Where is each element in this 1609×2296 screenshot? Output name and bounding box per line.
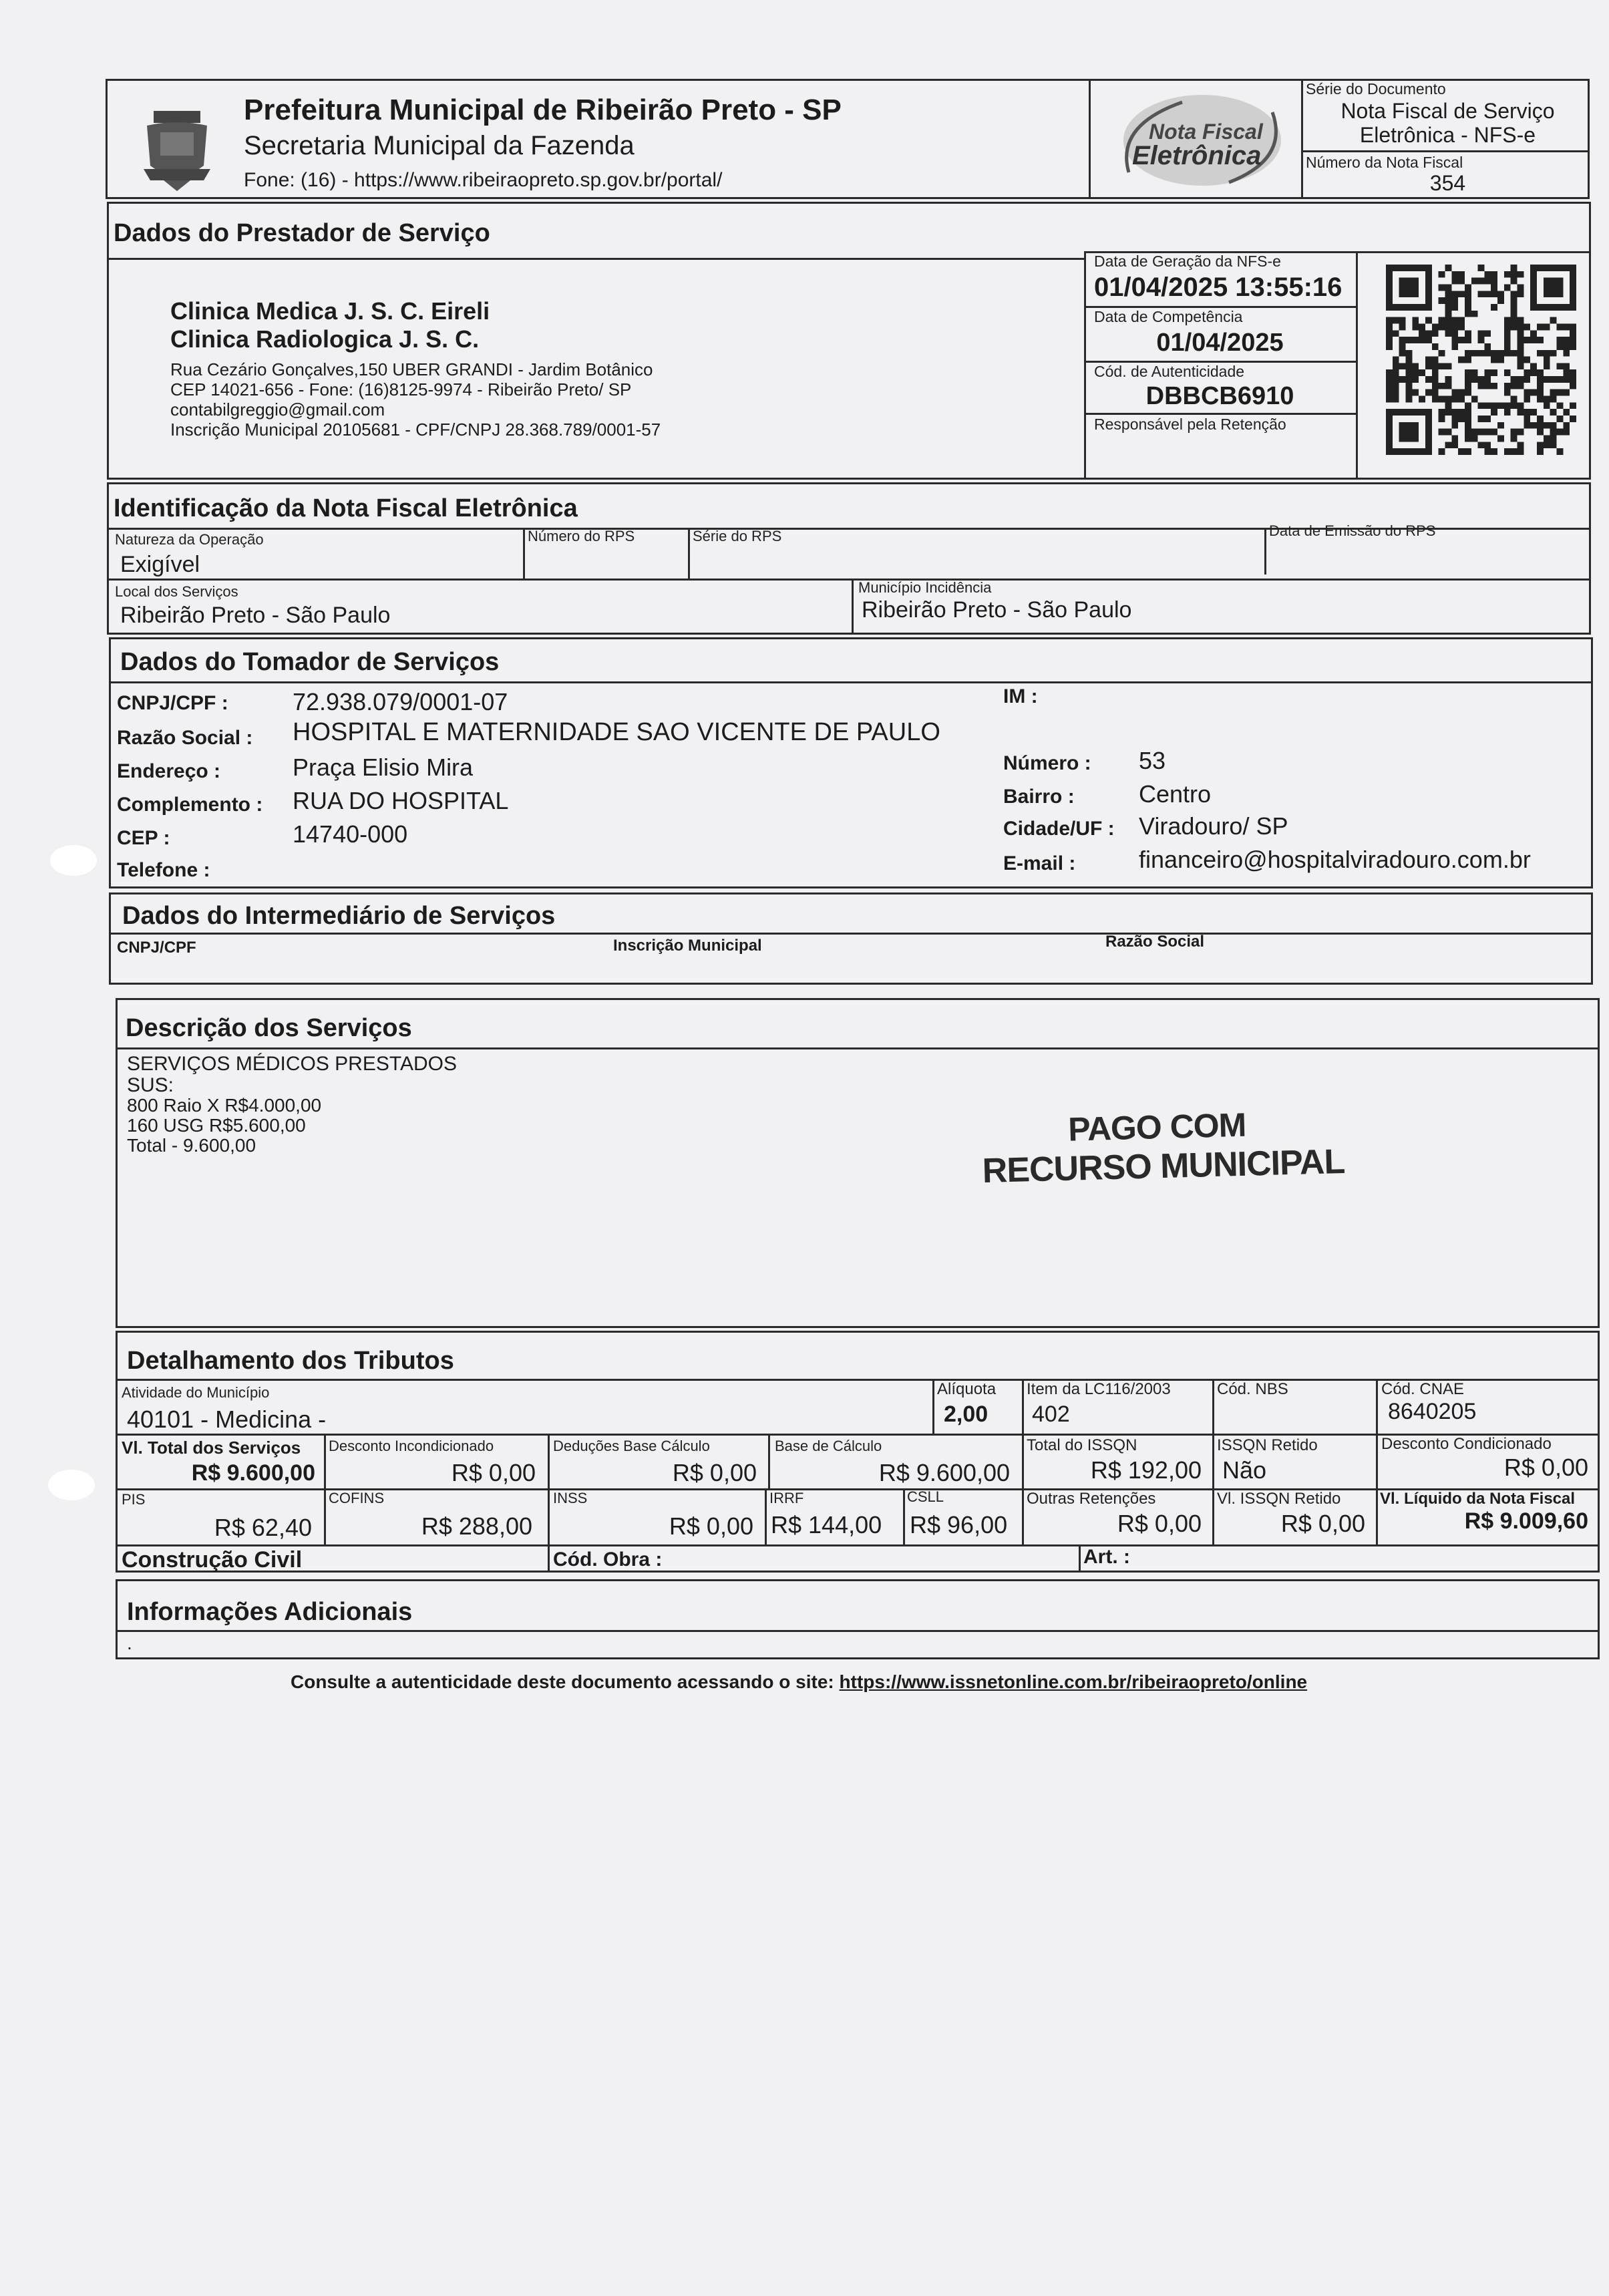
tributos-title: Detalhamento dos Tributos	[127, 1347, 454, 1375]
tomador-complemento-label: Complemento :	[117, 794, 263, 816]
descricao-lines	[127, 1053, 457, 1156]
total-servicos-value: R$ 9.600,00	[191, 1460, 315, 1486]
tomador-endereco-label: Endereço :	[117, 760, 221, 782]
svg-text:Eletrônica: Eletrônica	[1132, 141, 1262, 170]
vl-issqn-retido-label: Vl. ISSQN Retido	[1217, 1490, 1341, 1508]
tomador-numero-label: Número :	[1003, 752, 1091, 774]
descricao-line: SERVIÇOS MÉDICOS PRESTADOS	[127, 1053, 457, 1075]
descricao-title: Descrição dos Serviços	[126, 1014, 412, 1042]
desconto-condicionado-value: R$ 0,00	[1503, 1454, 1588, 1481]
natureza-value: Exigível	[120, 552, 200, 577]
cofins-value: R$ 288,00	[421, 1512, 532, 1540]
intermediario-razao-label: Razão Social	[1105, 933, 1205, 951]
tomador-razao-value: HOSPITAL E MATERNIDADE SAO VICENTE DE PAULO	[293, 718, 940, 746]
serie-label: Série do Documento	[1306, 80, 1446, 98]
intermediario-cnpj-label: CNPJ/CPF	[117, 939, 196, 957]
liquido-value: R$ 9.009,60	[1464, 1508, 1588, 1534]
descricao-line: SUS:	[127, 1074, 174, 1096]
item-lc-value: 402	[1032, 1402, 1070, 1427]
prestador-inscricao: Inscrição Municipal 20105681 - CPF/CNPJ 28.368.789/0001-57	[170, 420, 661, 440]
outras-retencoes-label: Outras Retenções	[1027, 1490, 1156, 1508]
irrf-label: IRRF	[769, 1490, 804, 1506]
serie-value-line-1: Nota Fiscal de Serviço	[1340, 99, 1555, 123]
numero-nota-value: 354	[1429, 171, 1466, 195]
descricao-line: 800 Raio X R$4.000,00	[127, 1095, 322, 1116]
tomador-cnpj-value: 72.938.079/0001-07	[293, 688, 508, 715]
tomador-numero-value: 53	[1139, 747, 1166, 774]
competencia-value: 01/04/2025	[1156, 329, 1284, 357]
descricao-line: 160 USG R$5.600,00	[127, 1115, 306, 1136]
intermediario-inscricao-label: Inscrição Municipal	[613, 937, 762, 955]
geracao-value: 01/04/2025 13:55:16	[1094, 273, 1343, 302]
stamp-line-2: RECURSO MUNICIPAL	[982, 1142, 1345, 1191]
issqn-retido-label: ISSQN Retido	[1217, 1436, 1318, 1454]
footer-text: Consulte a autenticidade deste documento acessando o site:	[291, 1671, 834, 1692]
autenticidade-value: DBBCB6910	[1145, 382, 1294, 410]
tomador-cnpj-label: CNPJ/CPF :	[117, 692, 228, 714]
inss-value: R$ 0,00	[669, 1512, 753, 1540]
descricao-line: Total - 9.600,00	[127, 1135, 256, 1156]
footer	[291, 1671, 1307, 1693]
prestador-title: Dados do Prestador de Serviço	[114, 219, 490, 247]
coat-of-arms-icon	[137, 106, 217, 192]
base-calculo-value: R$ 9.600,00	[878, 1459, 1010, 1486]
issqn-retido-value: Não	[1222, 1456, 1267, 1484]
total-servicos-label: Vl. Total dos Serviços	[122, 1438, 301, 1458]
local-servicos-label: Local dos Serviços	[115, 583, 238, 600]
numero-nota-label: Número da Nota Fiscal	[1306, 154, 1463, 171]
tomador-telefone-label: Telefone :	[117, 859, 210, 881]
punch-hole	[48, 1470, 95, 1500]
tomador-razao-label: Razão Social :	[117, 727, 253, 749]
prestador-cep-phone: CEP 14021-656 - Fone: (16)8125-9974 - Ribeirão Preto/ SP	[170, 379, 632, 399]
pago-stamp	[981, 1103, 1345, 1191]
total-issqn-value: R$ 192,00	[1090, 1456, 1202, 1484]
base-calculo-label: Base de Cálculo	[775, 1438, 882, 1454]
cnae-label: Cód. CNAE	[1381, 1380, 1465, 1398]
nota-fiscal-eletronica-logo	[1102, 86, 1292, 192]
intermediario-title: Dados do Intermediário de Serviços	[122, 902, 556, 930]
tomador-cidade-label: Cidade/UF :	[1003, 818, 1115, 840]
tomador-title: Dados do Tomador de Serviços	[120, 648, 500, 676]
pis-value: R$ 62,40	[214, 1514, 312, 1541]
stamp-line-1: PAGO COM	[1067, 1106, 1246, 1148]
autenticidade-label: Cód. de Autenticidade	[1094, 363, 1245, 380]
tomador-email-value: financeiro@hospitalviradouro.com.br	[1139, 846, 1531, 873]
svg-text:Nota Fiscal: Nota Fiscal	[1149, 120, 1263, 144]
tomador-bairro-value: Centro	[1139, 780, 1212, 808]
data-rps-label: Data de Emissão do RPS	[1269, 522, 1436, 539]
csll-label: CSLL	[907, 1488, 944, 1505]
total-issqn-label: Total do ISSQN	[1027, 1436, 1137, 1454]
authenticity-link[interactable]: https://www.issnetonline.com.br/ribeiraopreto/online	[839, 1671, 1308, 1692]
vl-issqn-retido-value: R$ 0,00	[1280, 1510, 1365, 1537]
inss-label: INSS	[553, 1490, 588, 1506]
identificacao-title: Identificação da Nota Fiscal Eletrônica	[114, 494, 578, 522]
construcao-civil-label: Construção Civil	[122, 1547, 303, 1573]
desconto-incondicionado-value: R$ 0,00	[451, 1459, 536, 1486]
tomador-complemento-value: RUA DO HOSPITAL	[293, 787, 509, 814]
municipio-value: Ribeirão Preto - São Paulo	[862, 597, 1132, 623]
local-servicos-value: Ribeirão Preto - São Paulo	[120, 603, 391, 628]
punch-hole	[50, 845, 97, 876]
liquido-label: Vl. Líquido da Nota Fiscal	[1380, 1490, 1576, 1508]
cod-obra-label: Cód. Obra :	[553, 1548, 663, 1571]
aliquota-label: Alíquota	[937, 1380, 997, 1398]
tomador-endereco-value: Praça Elisio Mira	[293, 754, 474, 781]
retencao-label: Responsável pela Retenção	[1094, 416, 1286, 433]
deducoes-label: Deduções Base Cálculo	[553, 1438, 710, 1454]
tomador-cidade-value: Viradouro/ SP	[1139, 812, 1288, 840]
serie-rps-label: Série do RPS	[693, 528, 782, 544]
prestador-name-1: Clinica Medica J. S. C. Eireli	[170, 297, 490, 325]
tomador-email-label: E-mail :	[1003, 852, 1076, 874]
outras-retencoes-value: R$ 0,00	[1117, 1510, 1202, 1537]
serie-value-line-2: Eletrônica - NFS-e	[1359, 123, 1536, 147]
municipio-label: Município Incidência	[858, 579, 992, 596]
qr-code	[1386, 265, 1576, 455]
competencia-label: Data de Competência	[1094, 308, 1243, 325]
adicionais-title: Informações Adicionais	[127, 1598, 413, 1626]
secretaria-subtitle: Secretaria Municipal da Fazenda	[244, 131, 635, 160]
art-label: Art. :	[1083, 1546, 1130, 1568]
atividade-value: 40101 - Medicina -	[127, 1406, 327, 1433]
cnae-value: 8640205	[1388, 1399, 1477, 1424]
tomador-im-label: IM :	[1003, 685, 1038, 707]
desconto-condicionado-label: Desconto Condicionado	[1381, 1435, 1552, 1453]
prefeitura-title: Prefeitura Municipal de Ribeirão Preto - SP	[244, 94, 842, 126]
tomador-bairro-label: Bairro :	[1003, 786, 1075, 808]
nbs-label: Cód. NBS	[1217, 1380, 1288, 1398]
aliquota-value: 2,00	[944, 1402, 989, 1427]
numero-rps-label: Número do RPS	[528, 528, 635, 544]
irrf-value: R$ 144,00	[771, 1511, 882, 1538]
csll-value: R$ 96,00	[910, 1511, 1008, 1538]
desconto-incondicionado-label: Desconto Incondicionado	[329, 1438, 494, 1454]
atividade-label: Atividade do Município	[122, 1384, 270, 1401]
prestador-address: Rua Cezário Gonçalves,150 UBER GRANDI - Jardim Botânico	[170, 359, 653, 379]
cofins-label: COFINS	[329, 1490, 385, 1506]
tomador-cep-label: CEP :	[117, 827, 170, 849]
adicionais-content: .	[127, 1633, 132, 1653]
tomador-cep-value: 14740-000	[293, 820, 408, 848]
item-lc-label: Item da LC116/2003	[1027, 1380, 1171, 1398]
prestador-name-2: Clinica Radiologica J. S. C.	[170, 325, 480, 353]
natureza-label: Natureza da Operação	[115, 531, 264, 548]
deducoes-value: R$ 0,00	[672, 1459, 757, 1486]
geracao-label: Data de Geração da NFS-e	[1094, 253, 1281, 270]
prefeitura-contact: Fone: (16) - https://www.ribeiraopreto.sp.gov.br/portal/	[244, 169, 723, 191]
prestador-email: contabilgreggio@gmail.com	[170, 399, 385, 420]
pis-label: PIS	[122, 1491, 146, 1508]
